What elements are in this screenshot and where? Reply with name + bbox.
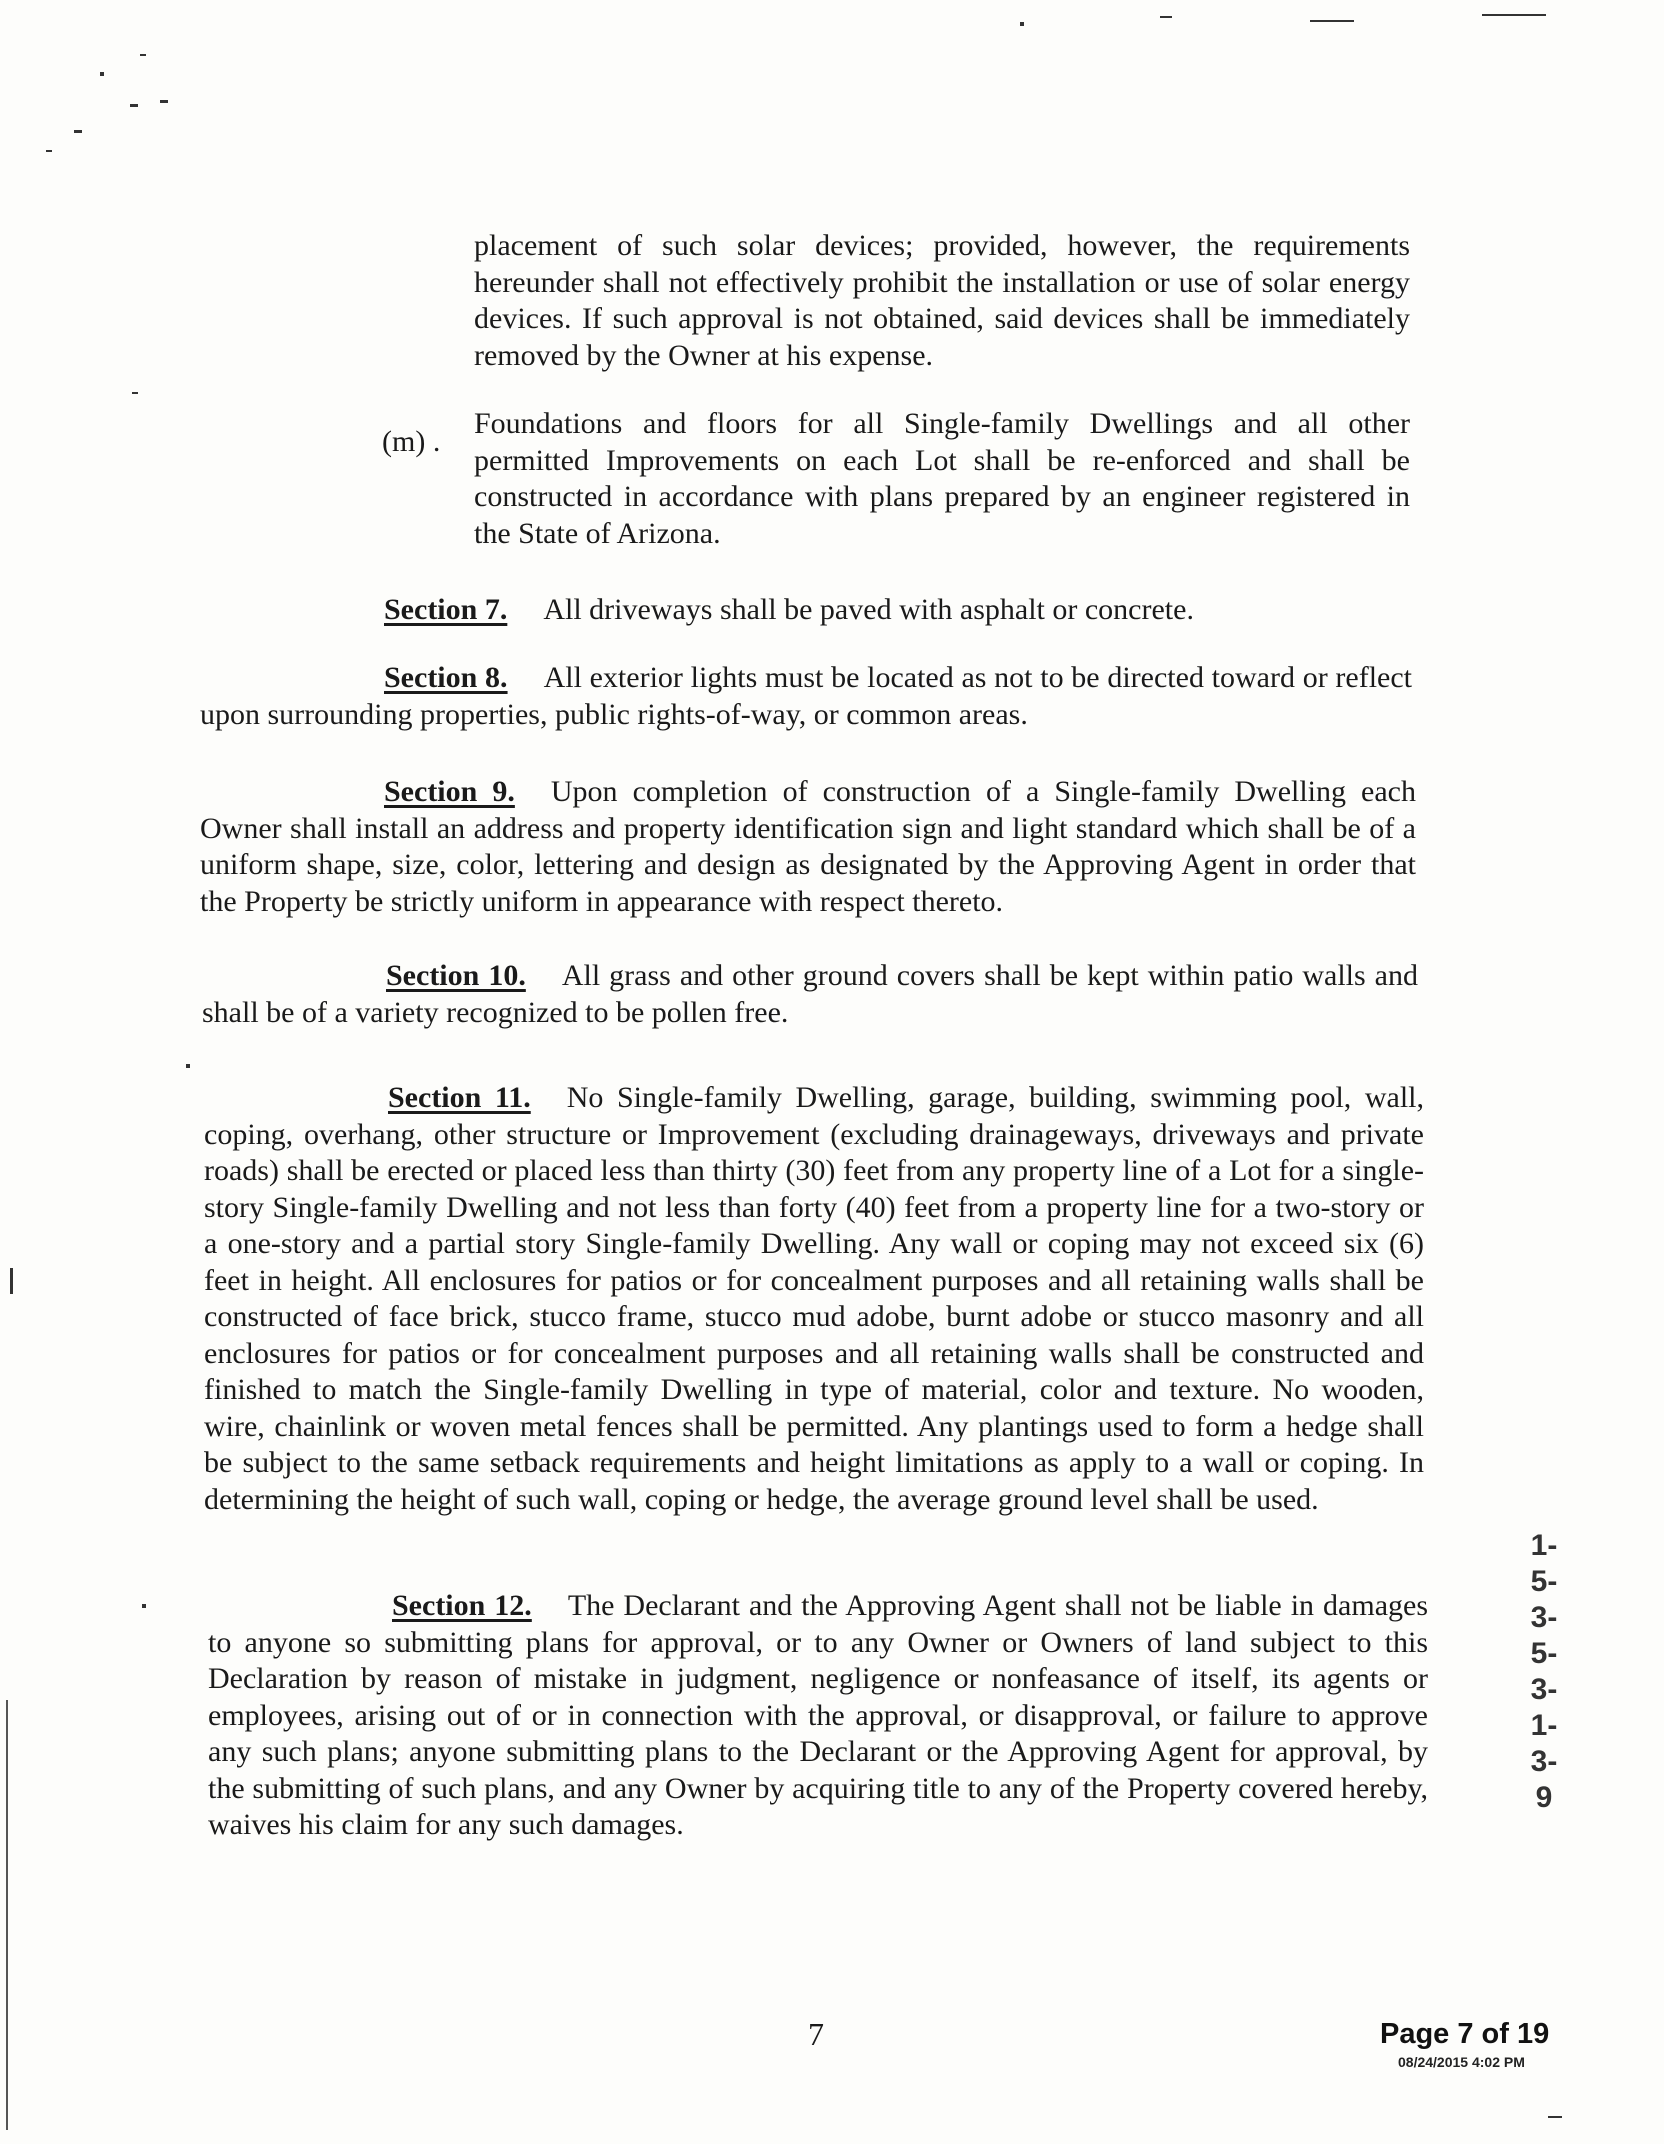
scan-mark xyxy=(140,54,146,56)
section-7-text: All driveways shall be paved with asphalt or concrete. xyxy=(543,593,1194,626)
section-10-heading: Section 10. xyxy=(386,959,526,992)
section-9-paragraph xyxy=(200,774,1416,920)
solar-continuation-paragraph: placement of such solar devices; provided, however, the requirements hereunder shall not effectively prohibit the installation or use of solar energy devices. If such approval is not obtained, said devices shall be immediately removed by the Owner at his expense. xyxy=(474,229,1410,372)
scan-mark xyxy=(130,104,138,107)
scan-mark xyxy=(132,392,138,394)
scan-mark xyxy=(160,100,168,103)
section-9-text: Upon completion of construction of a Single-family Dwelling each Owner shall install an address and property identification sign and light standard which shall be of a uniform shape, size, color, lettering and design as designated by the Approving Agent in order that the Property be strictly uniform in appearance with respect thereto. xyxy=(200,775,1416,918)
section-12-heading: Section 12. xyxy=(392,1589,532,1622)
scan-mark xyxy=(1310,20,1354,22)
scan-mark xyxy=(1482,14,1546,16)
scan-mark xyxy=(74,130,82,133)
section-8-text: All exterior lights must be located as not to be directed toward or reflect upon surrounding properties, public rights-of-way, or common areas. xyxy=(200,661,1413,731)
section-7-paragraph xyxy=(384,592,1410,629)
item-m-label: (m) . xyxy=(382,425,441,458)
scan-margin-line xyxy=(6,1700,8,2130)
scan-mark xyxy=(46,150,52,152)
section-11-paragraph xyxy=(204,1080,1424,1518)
scan-mark xyxy=(10,1268,13,1294)
section-10-paragraph xyxy=(202,958,1418,1031)
section-7-heading: Section 7. xyxy=(384,593,508,626)
scan-mark xyxy=(1548,2116,1562,2118)
section-9-heading: Section 9. xyxy=(384,775,515,808)
section-11-text: No Single-family Dwelling, garage, building, swimming pool, wall, coping, overhang, other structure or Improvement (excluding drainageways, driveways and private roads) shall be erected or placed less than thirty (30) feet from any property line of a Lot for a single-story Single-family Dwelling and not less than forty (40) feet from a property line for a two-story or a one-story and a partial story Single-family Dwelling. Any wall or coping may not exceed six (6) feet in height. All enclosures for patios or for concealment purposes and all retaining walls shall be constructed of face brick, stucco frame, stucco mud adobe, burnt adobe or stucco masonry and all enclosures for patios or for concealment purposes and all retaining walls shall be constructed and finished to match the Single-family Dwelling in type of material, color and texture. No wooden, wire, chainlink or woven metal fences shall be permitted. Any plantings used to form a hedge shall be subject to the same setback requirements and height limitations as apply to a wall or coping. In determining the height of such wall, coping or hedge, the average ground level shall be used. xyxy=(204,1081,1424,1516)
section-12-paragraph xyxy=(208,1588,1428,1844)
section-8-paragraph xyxy=(200,660,1412,733)
scan-mark xyxy=(1160,16,1172,18)
section-10-text: All grass and other ground covers shall be kept within patio walls and shall be of a variety recognized to be pollen free. xyxy=(202,959,1418,1029)
section-12-text: The Declarant and the Approving Agent shall not be liable in damages to anyone so submitting plans for approval, or to any Owner or Owners of land subject to this Declaration by reason of mistake in judgment, negligence or nonfeasance of itself, its agents or employees, arising out of or in connection with the approval, or disapproval, or failure to approve any such plans; anyone submitting plans to the Declarant or the Approving Agent for approval, by the submitting of such plans, and any Owner by acquiring title to any of the Property covered hereby, waives his claim for any such damages. xyxy=(208,1589,1428,1841)
scan-mark xyxy=(186,1064,190,1068)
side-recording-number: 1-5-3-5-3-1-3-9 xyxy=(1530,1529,1558,1814)
item-m-paragraph: Foundations and floors for all Single-family Dwellings and all other permitted Improvements on each Lot shall be re-enforced and shall be constructed in accordance with plans prepared by an engineer registered in the State of Arizona. xyxy=(474,407,1410,550)
page-number: 7 xyxy=(808,2016,824,2052)
scan-mark xyxy=(142,1604,146,1608)
section-11-heading: Section 11. xyxy=(388,1081,531,1114)
recording-stamp-page: Page 7 of 19 xyxy=(1380,2018,1550,2050)
scan-mark xyxy=(1020,22,1024,26)
recording-stamp-date: 08/24/2015 4:02 PM xyxy=(1398,2054,1525,2070)
section-8-heading: Section 8. xyxy=(384,661,508,694)
scan-mark xyxy=(100,72,104,76)
